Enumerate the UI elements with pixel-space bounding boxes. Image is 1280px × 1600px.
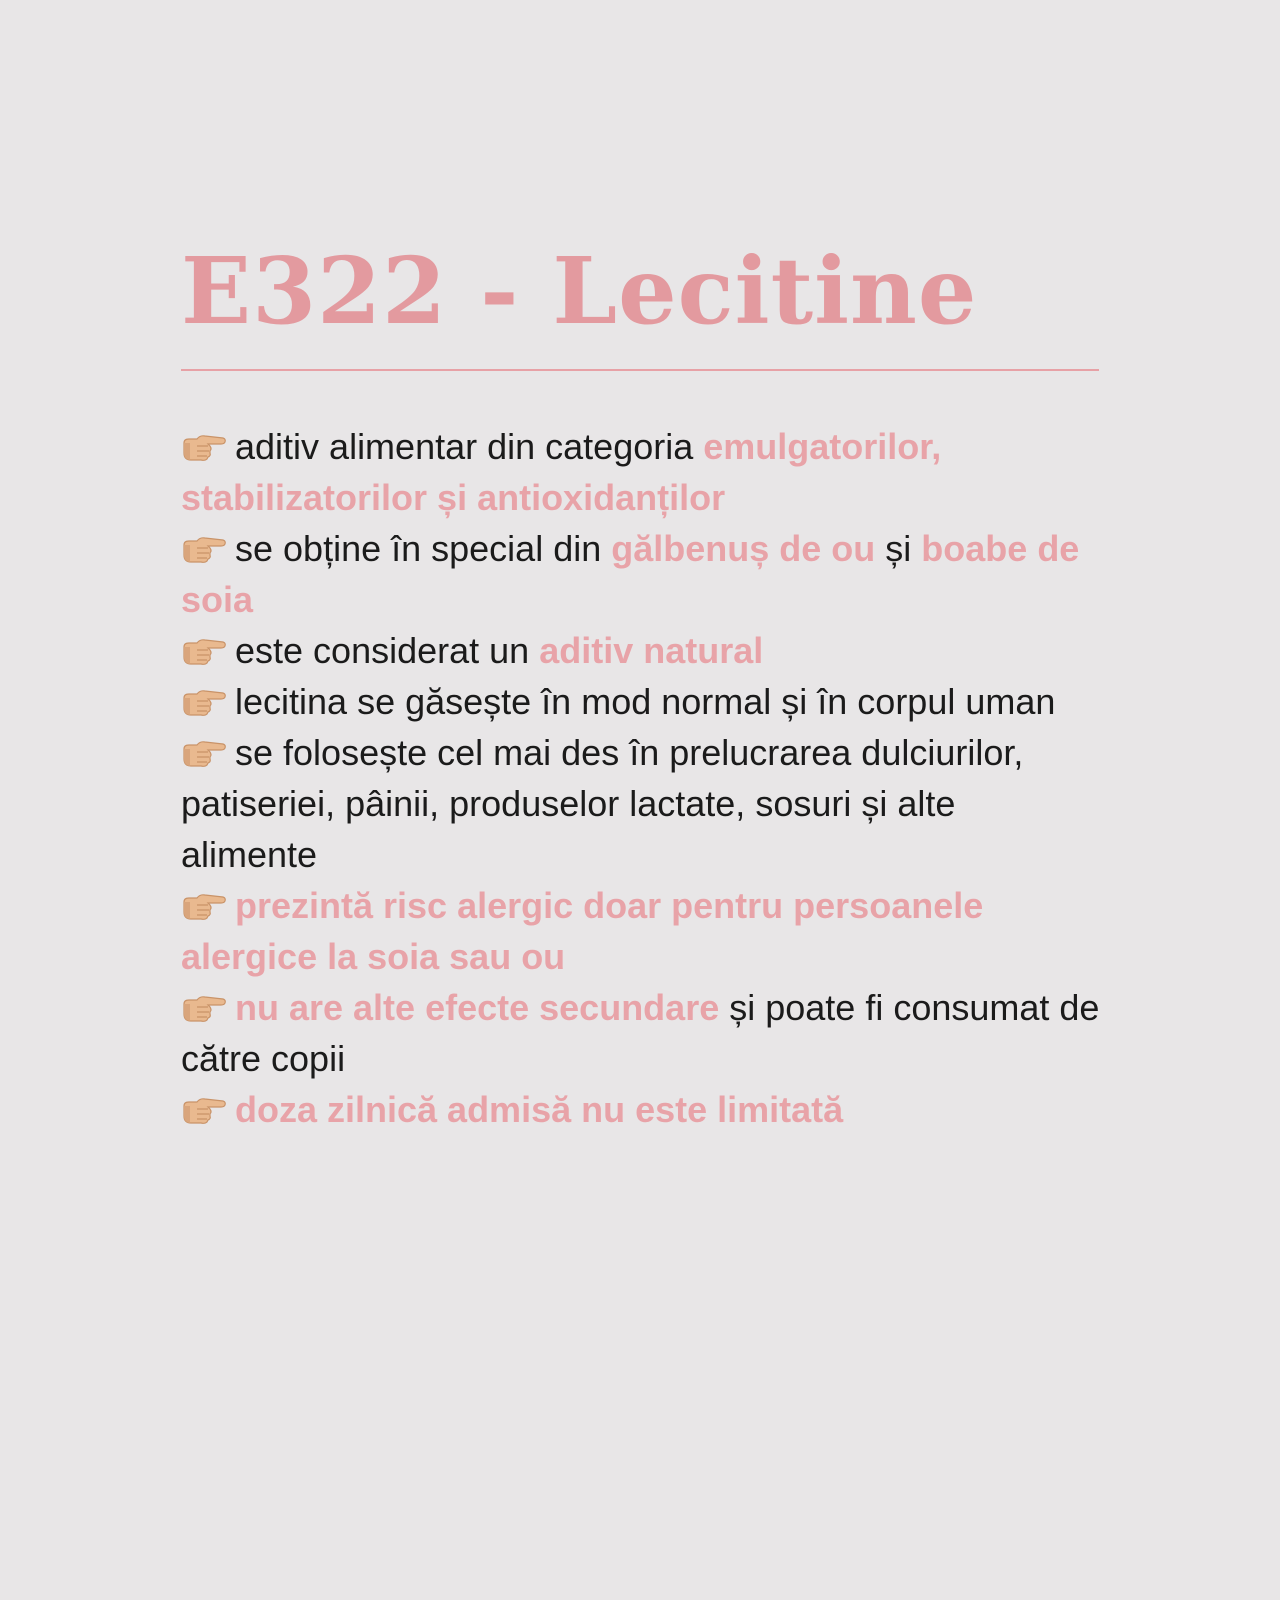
bullet-highlight: emulgatorilor, stabilizatorilor și antioxidanților (181, 426, 942, 518)
bullet-item (181, 880, 1101, 982)
bullet-item (181, 982, 1101, 1084)
bullet-item (181, 421, 1101, 523)
bullet-highlight: aditiv natural (539, 630, 764, 671)
bullet-text: și (875, 528, 922, 569)
pointing-hand-icon (181, 1087, 227, 1117)
bullet-list (181, 421, 1101, 1135)
bullet-item (181, 1084, 1101, 1135)
bullet-text: lecitina se găsește în mod normal și în corpul uman (235, 681, 1056, 722)
bullet-item (181, 625, 1101, 676)
bullet-text: se folosește cel mai des în prelucrarea dulciurilor, patiseriei, pâinii, produselor lactate, sosuri și alte alimente (181, 732, 1024, 875)
bullet-item (181, 523, 1101, 625)
pointing-hand-icon (181, 883, 227, 913)
bullet-highlight: prezintă risc alergic doar pentru persoanele alergice la soia sau ou (181, 885, 984, 977)
bullet-highlight: gălbenuș de ou (611, 528, 876, 569)
bullet-text: se obține în special din (235, 528, 612, 569)
bullet-text: și poate fi consumat de către copii (181, 987, 1100, 1079)
title-divider (181, 369, 1099, 371)
bullet-text: este considerat un (235, 630, 540, 671)
pointing-hand-icon (181, 424, 227, 454)
pointing-hand-icon (181, 730, 227, 760)
pointing-hand-icon (181, 679, 227, 709)
pointing-hand-icon (181, 526, 227, 556)
pointing-hand-icon (181, 628, 227, 658)
bullet-highlight: nu are alte efecte secundare (235, 987, 720, 1028)
content-card (181, 236, 1101, 1135)
bullet-highlight: doza zilnică admisă nu este limitată (235, 1089, 844, 1130)
bullet-text: aditiv alimentar din categoria (235, 426, 704, 467)
bullet-item (181, 676, 1101, 727)
bullet-highlight: boabe de soia (181, 528, 1080, 620)
bullet-item (181, 727, 1101, 880)
pointing-hand-icon (181, 985, 227, 1015)
page-title: E322 - Lecitine (181, 237, 978, 345)
